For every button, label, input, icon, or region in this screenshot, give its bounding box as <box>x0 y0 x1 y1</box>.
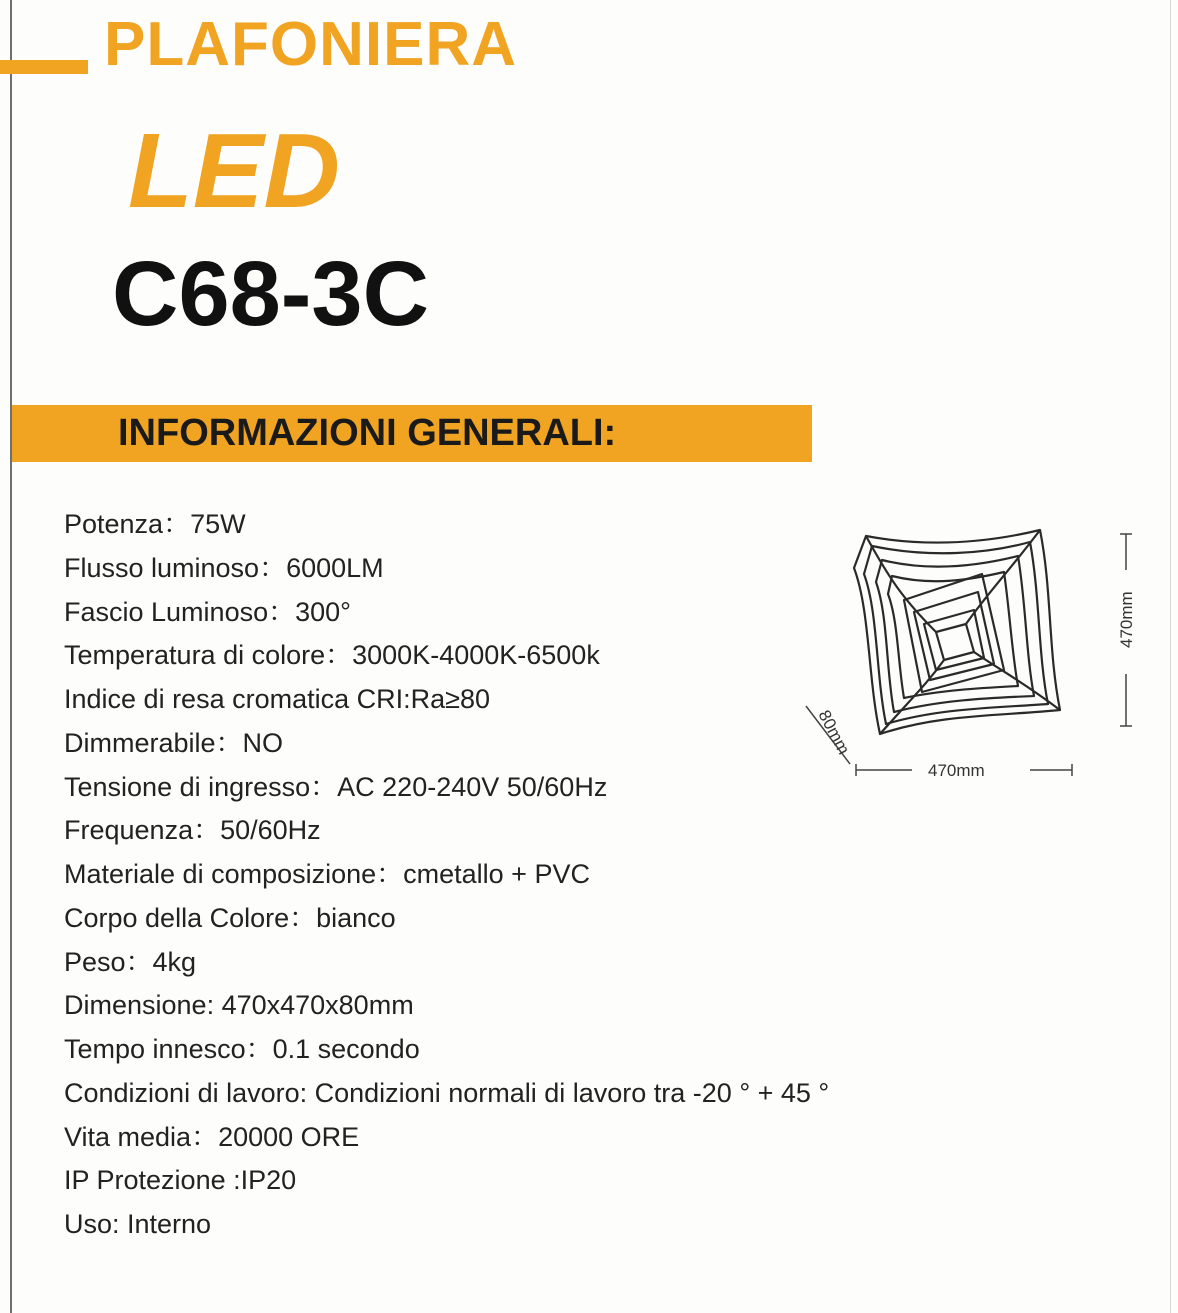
lamp-dimension-diagram <box>790 520 1150 800</box>
spec-row: Vita media：20000 ORE <box>64 1121 360 1152</box>
product-subtitle: LED <box>128 112 340 230</box>
left-frame-line <box>10 0 12 1313</box>
spec-row: Corpo della Colore：bianco <box>64 902 396 933</box>
height-dimension-label: 470mm <box>1117 591 1136 648</box>
spec-row: Indice di resa cromatica CRI:Ra≥80 <box>64 684 490 714</box>
spec-row: Dimensione: 470x470x80mm <box>64 990 414 1021</box>
width-dimension-label: 470mm <box>928 761 985 780</box>
model-code: C68-3C <box>112 243 430 345</box>
spec-row: IP Protezione :IP20 <box>64 1165 297 1196</box>
depth-dimension-label: 80mm <box>814 706 854 758</box>
spec-row: Fascio Luminoso：300° <box>64 596 351 627</box>
accent-dash <box>0 60 88 74</box>
spec-row: Temperatura di colore：3000K-4000K-6500k <box>64 640 600 671</box>
spec-row: Peso：4kg <box>64 946 197 977</box>
spec-list <box>64 503 829 1247</box>
spec-row: Tensione di ingresso：AC 220-240V 50/60Hz <box>64 771 608 802</box>
section-title: INFORMAZIONI GENERALI: <box>118 412 617 454</box>
spec-row: Tempo innesco：0.1 secondo <box>64 1034 420 1064</box>
lamp-outline-drawing <box>854 530 1060 734</box>
spec-row: Materiale di composizione：cmetallo + PVC <box>64 859 590 889</box>
spec-row: Dimmerabile：NO <box>64 727 284 758</box>
spec-row: Condizioni di lavoro: Condizioni normali di lavoro tra -20 ° + 45 ° <box>64 1077 830 1108</box>
spec-row: Frequenza：50/60Hz <box>64 815 321 846</box>
right-frame-line <box>1170 0 1171 1313</box>
spec-row: Uso: Interno <box>64 1209 212 1239</box>
product-title: PLAFONIERA <box>104 10 517 79</box>
section-header-bar <box>12 405 812 462</box>
spec-row: Potenza：75W <box>64 509 246 539</box>
spec-row: Flusso luminoso：6000LM <box>64 552 384 583</box>
